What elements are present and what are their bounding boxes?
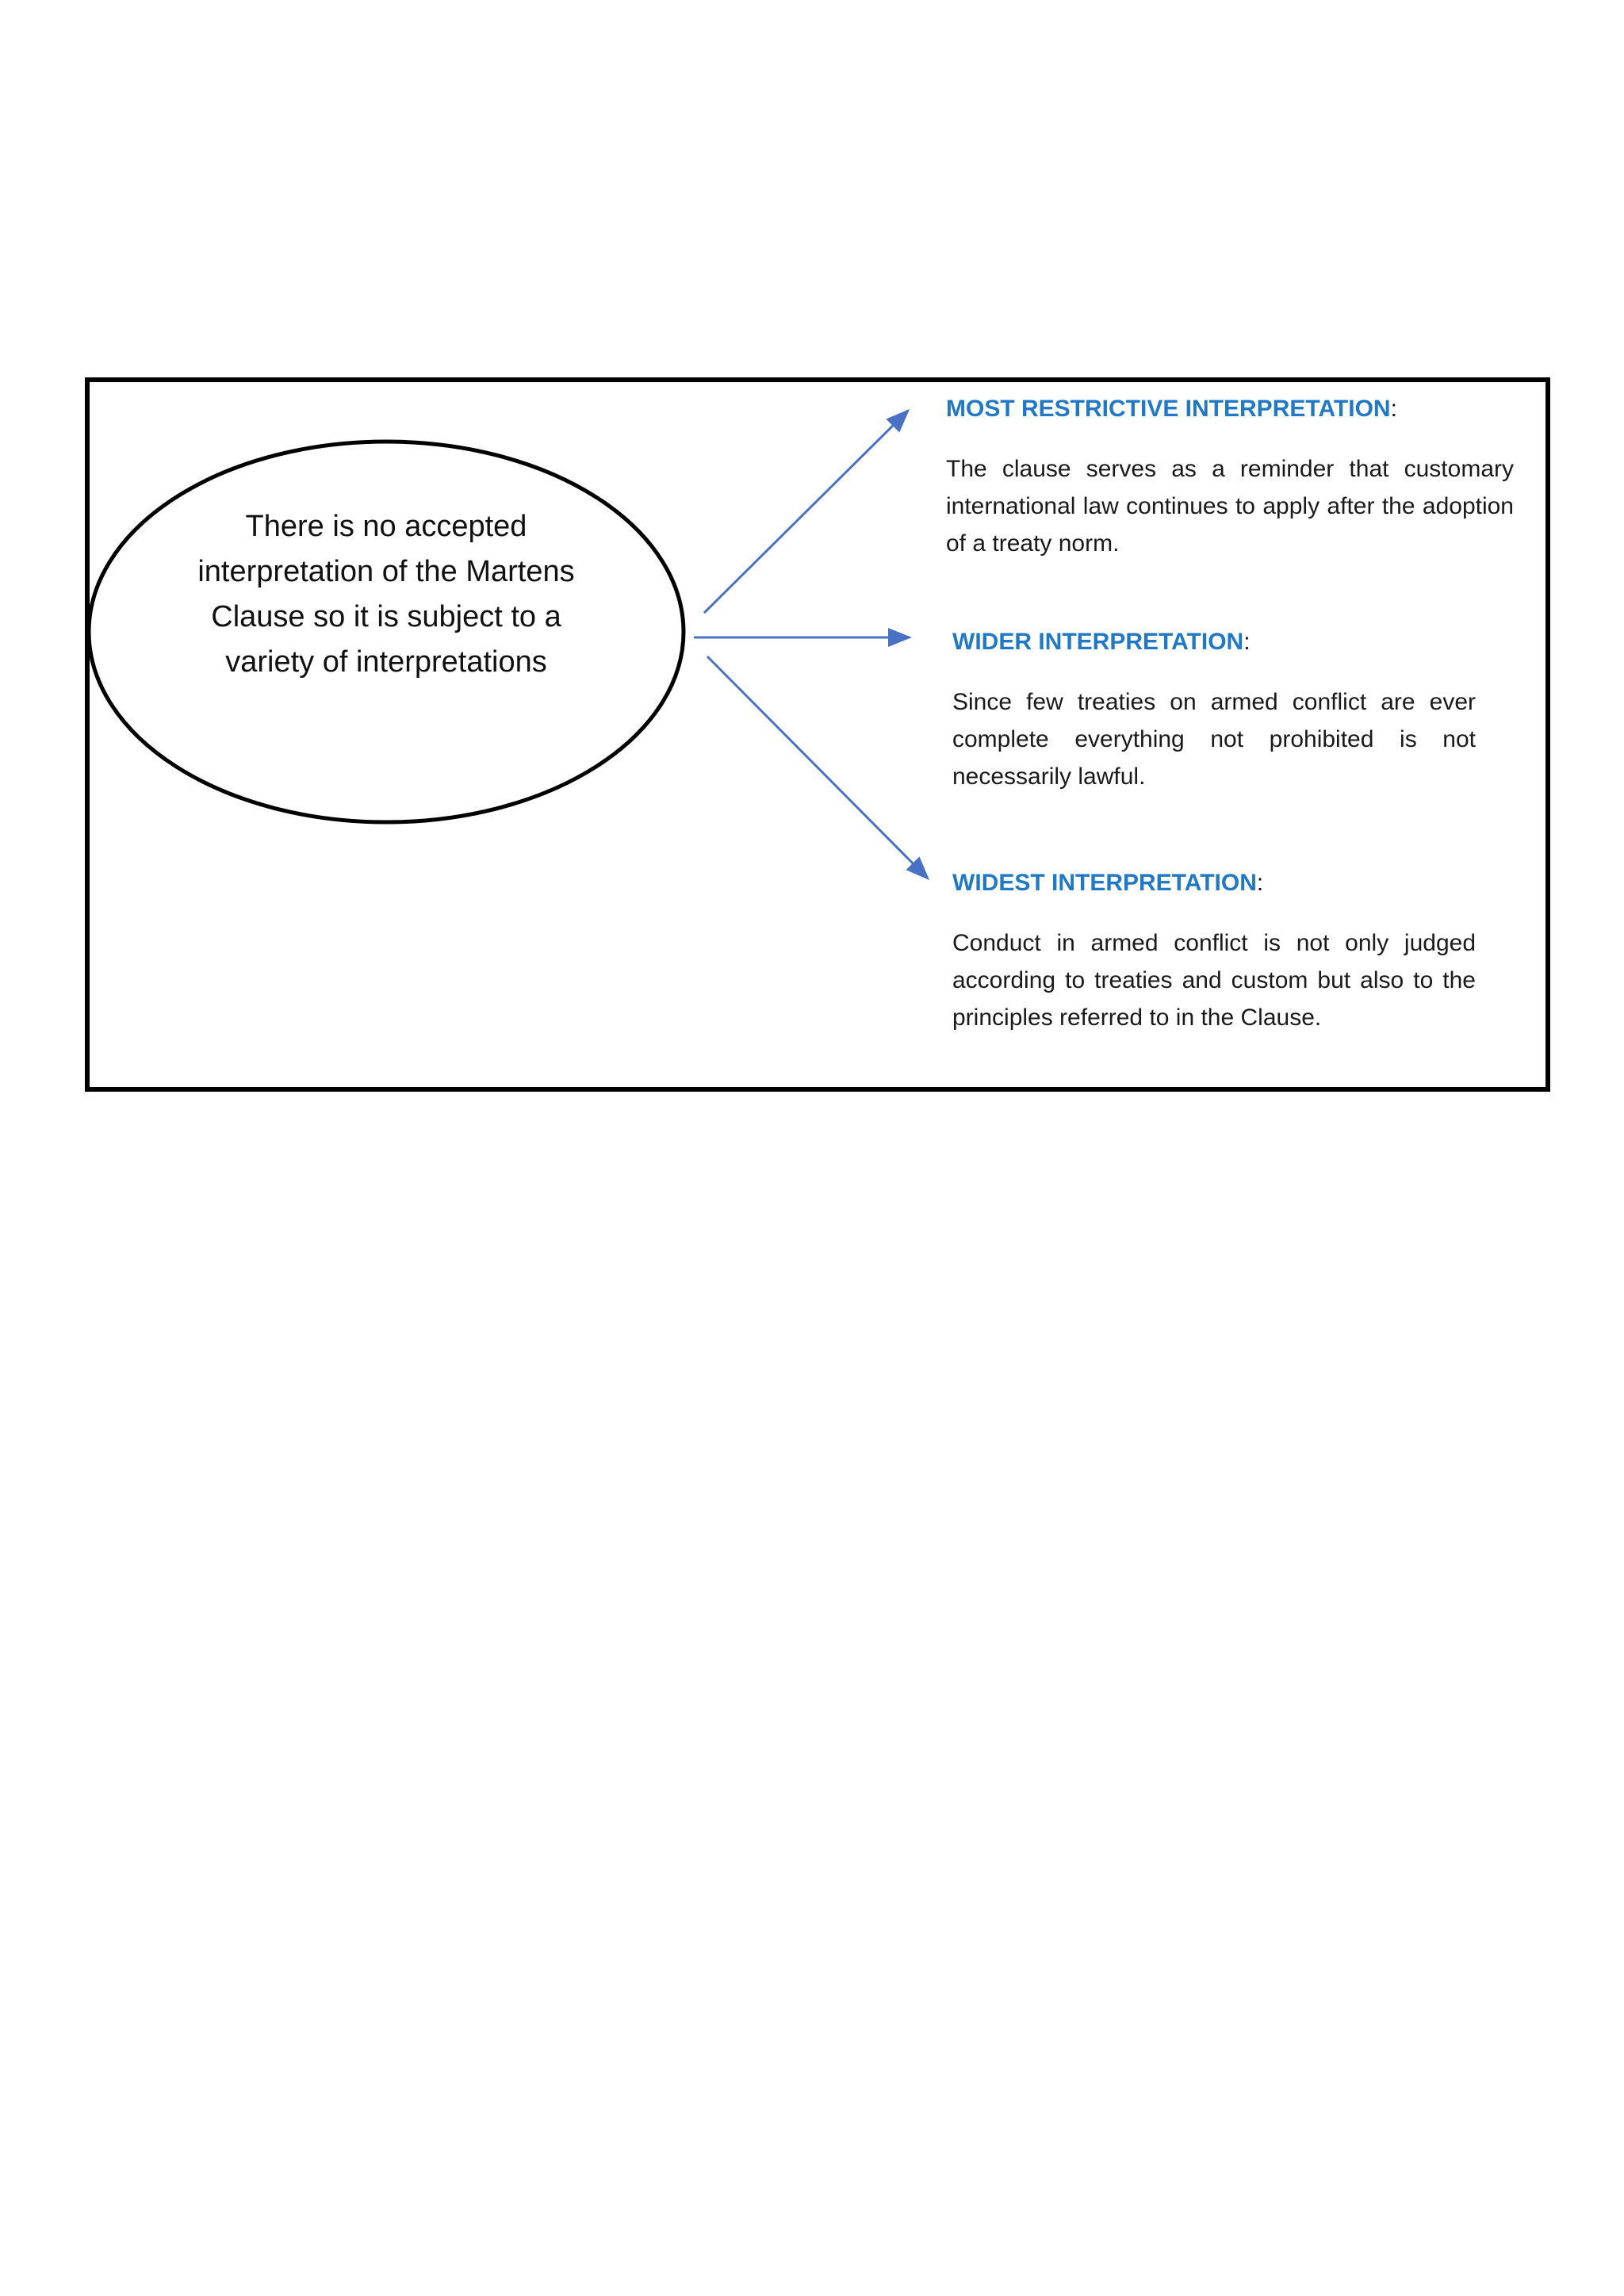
arrow-most-restrictive [704, 411, 908, 613]
interpretation-title-text: MOST RESTRICTIVE INTERPRETATION [946, 396, 1391, 422]
title-colon: : [1256, 870, 1264, 896]
title-colon: : [1243, 629, 1251, 655]
interpretation-title [946, 393, 1514, 425]
interpretation-description: The clause serves as a reminder that customary international law continues to apply after the adoption of a treaty norm. [946, 456, 1514, 557]
arrow-widest [707, 656, 928, 878]
interpretation-title [952, 626, 1476, 658]
interpretation-most-restrictive [946, 393, 1514, 562]
interpretation-title [952, 867, 1476, 899]
interpretation-description: Conduct in armed conflict is not only judged according to treaties and custom but also to the principles referred to in the Clause. [952, 930, 1476, 1031]
interpretation-description: Since few treaties on armed conflict are ever complete everything not prohibited is not necessarily lawful. [952, 689, 1476, 790]
interpretation-title-text: WIDER INTERPRETATION [952, 629, 1244, 655]
interpretation-widest [952, 867, 1476, 1036]
central-statement: There is no accepted interpretation of the Martens Clause so it is subject to a variety of interpretations [197, 510, 575, 679]
interpretation-title-text: WIDEST INTERPRETATION [952, 870, 1257, 896]
title-colon: : [1390, 396, 1397, 422]
interpretation-wider [952, 626, 1476, 795]
